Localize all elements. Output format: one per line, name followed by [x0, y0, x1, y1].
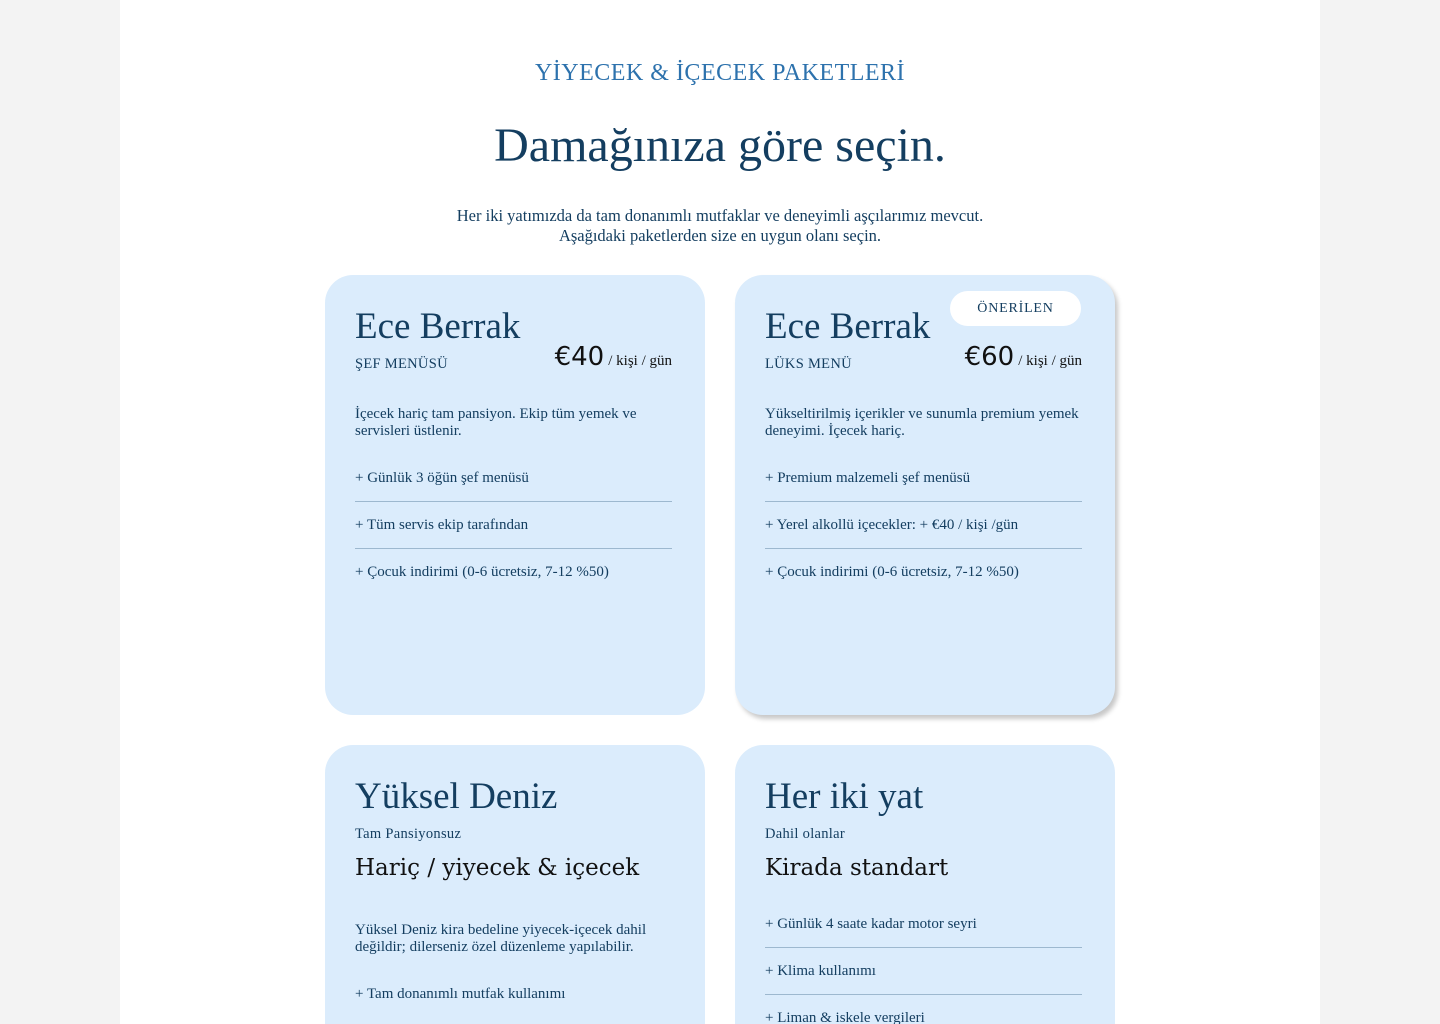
price-value: €60 — [964, 342, 1015, 372]
section-intro — [370, 206, 1070, 245]
card-description: Yükseltirilmiş içerikler ve sunumla premium yemek deneyimi. İçecek hariç. — [765, 406, 1079, 439]
card-title: Ece Berrak — [765, 306, 931, 347]
price — [965, 342, 1082, 372]
feature-item: + Premium malzemeli şef menüsü — [765, 455, 1082, 502]
feature-item: + Tüm servis ekip tarafından — [355, 502, 672, 549]
package-card-luxury-menu[interactable] — [735, 275, 1115, 715]
card-subtitle: LÜKS MENÜ — [765, 356, 852, 372]
card-subtitle: Dahil olanlar — [765, 826, 845, 842]
feature-item: + Tam donanımlı mutfak kullanımı — [355, 986, 566, 1002]
feature-list — [765, 455, 1082, 595]
feature-item: + Çocuk indirimi (0-6 ücretsiz, 7-12 %50) — [355, 564, 609, 580]
card-big-label: Kirada standart — [765, 855, 949, 881]
card-title: Her iki yat — [765, 776, 924, 817]
price-unit: / kişi / gün — [608, 353, 672, 369]
price-value: €40 — [554, 342, 605, 372]
food-packages-section — [120, 0, 1320, 1024]
feature-item: + Yerel alkollü içecekler: + €40 / kişi /gün — [765, 502, 1082, 549]
feature-list — [355, 455, 672, 595]
card-description: İçecek hariç tam pansiyon. Ekip tüm yemek ve servisleri üstlenir. — [355, 406, 637, 439]
section-eyebrow: YİYECEK & İÇECEK PAKETLERİ — [534, 60, 906, 86]
card-big-label: Hariç / yiyecek & içecek — [355, 855, 640, 881]
price-unit: / kişi / gün — [1018, 353, 1082, 369]
feature-item: + Liman & iskele vergileri — [765, 1010, 925, 1024]
price — [555, 342, 672, 372]
intro-line: Aşağıdaki paketlerden size en uygun olanı seçin. — [558, 225, 882, 245]
package-card-both-yachts[interactable] — [735, 745, 1115, 1024]
card-title: Yüksel Deniz — [355, 776, 558, 817]
feature-item: + Çocuk indirimi (0-6 ücretsiz, 7-12 %50) — [765, 564, 1019, 580]
package-card-chef-menu[interactable] — [325, 275, 705, 715]
recommended-badge: ÖNERİLEN — [950, 291, 1081, 326]
package-card-yuksel-deniz[interactable] — [325, 745, 705, 1024]
feature-list — [355, 971, 672, 1017]
feature-list — [765, 901, 1082, 1024]
card-title: Ece Berrak — [355, 306, 521, 347]
intro-line: Her iki yatımızda da tam donanımlı mutfaklar ve deneyimli aşçılarımız mevcut. — [456, 206, 984, 225]
feature-item: + Klima kullanımı — [765, 948, 1082, 995]
card-description: Yüksel Deniz kira bedeline yiyecek-içecek dahil değildir; dilerseniz özel düzenleme yapılabilir. — [355, 922, 647, 955]
feature-item: + Günlük 4 saate kadar motor seyri — [765, 901, 1082, 948]
card-subtitle: Tam Pansiyonsuz — [355, 826, 462, 842]
section-headline: Damağınıza göre seçin. — [494, 119, 946, 172]
feature-item: + Günlük 3 öğün şef menüsü — [355, 455, 672, 502]
card-subtitle: ŞEF MENÜSÜ — [355, 356, 448, 372]
